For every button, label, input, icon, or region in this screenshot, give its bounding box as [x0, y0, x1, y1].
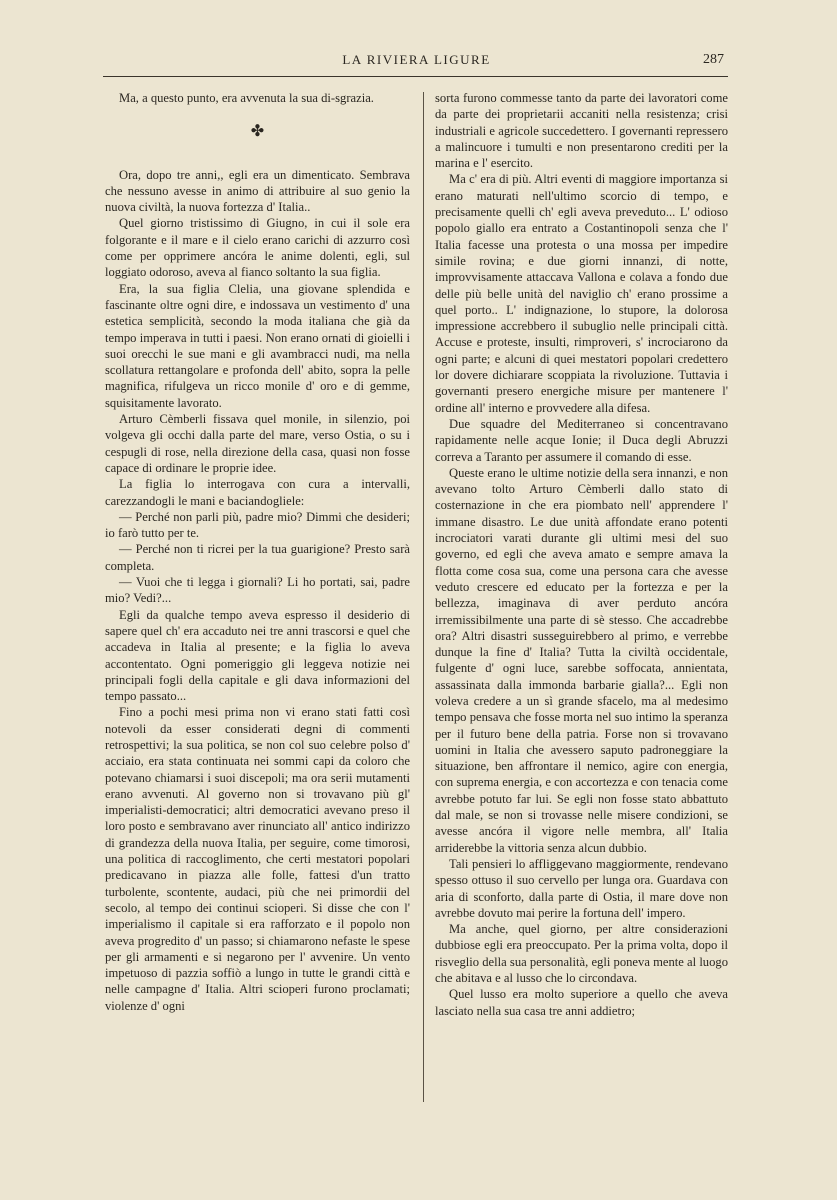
paragraph: Fino a pochi mesi prima non vi erano stati fatti così notevoli da esser considerati degni di commenti retrospettivi; la sua politica, se non col suo celebre polso d' acciaio, era stata continuata nei sommi capi da coloro che potevano chiamarsi i suoi discepoli; ma ora serii mutamenti erano avvenuti. Al governo non si trovavano più gl' imperialisti-democratici; altri democratici avevano preso il loro posto e sembravano aver rinunciato all' antico indirizzo di grandezza della nuova Italia, per seguire, come timorosi, una politica di raccoglimento, che certi mestatori popolari predicavano in piazza alle folle, fattesi d'un tratto turbolente, scontente, audaci, più che nei primordii del secolo, al tempo dei continui scioperi. Si disse che con l' imperialismo il capitale si era rafforzato e il popolo non aveva progredito d' un passo; si chiamarono nefaste le spese per gli armamenti e si negarono per l' avvenire. Un vento impetuoso di pazzia soffiò a lungo in tutte le grandi città e nelle campagne d' Italia. Altri scioperi furono proclamati; violenze d' ogni: [105, 705, 410, 1013]
paragraph: Egli da qualche tempo aveva espresso il desiderio di sapere quel ch' era accaduto nei tre anni trascorsi e quel che accadeva in Italia al presente; e la figlia lo aveva accontentato. Ogni pomeriggio gli leggeva notizie nei principali fogli della capitale e gli dava informazioni del tempo passato...: [105, 607, 410, 704]
fleuron-ornament-icon: ✤: [250, 123, 265, 141]
right-column: [435, 90, 728, 1019]
header-rule: [103, 76, 728, 77]
paragraph: Quel giorno tristissimo di Giugno, in cui il sole era folgorante e il mare e il cielo erano carichi di azzurro così come per opprimere ancóra le anime dolenti, egli, sul loggiato odoroso, aveva al fianco soltanto la sua figlia.: [105, 216, 410, 280]
paragraph: Quel lusso era molto superiore a quello che aveva lasciato nella sua casa tre anni addietro;: [435, 987, 728, 1018]
dialogue-line: — Vuoi che ti legga i giornali? Li ho portati, sai, padre mio? Vedi?...: [105, 575, 410, 606]
paragraph: Arturo Cèmberli fissava quel monile, in silenzio, poi volgeva gli occhi dalla parte del mare, verso Ostia, o su i cespugli di rose, nella direzione della casa, quasi non fosse capace di ordinare le proprie idee.: [105, 412, 410, 475]
paragraph: La figlia lo interrogava con cura a intervalli, carezzandogli le mani e baciandogliele:: [105, 477, 410, 508]
paragraph: Tali pensieri lo affliggevano maggiormente, rendevano spesso ottuso il suo cervello per lunga ora. Guardava con aria di sconforto, dalla parte di Ostia, il mare dove non avrebbe dovuto mai perire la fortuna dell' impero.: [435, 856, 728, 920]
left-column: [105, 90, 410, 1014]
dialogue-line: — Perché non ti ricrei per la tua guarigione? Presto sarà completa.: [105, 542, 410, 573]
page-number: 287: [703, 52, 724, 67]
continued-paragraph: sorta furono commesse tanto da parte dei lavoratori come da parte dei proprietarii accaniti nella resistenza; crisi industriali e agricole succedettero. I governanti repressero a malincuore i tumulti e non presentarono crediti per la marina e l' esercito.: [435, 91, 728, 171]
paragraph: Ora, dopo tre anni,, egli era un dimenticato. Sembrava che nessuno avesse in animo di attribuire al suo genio la nuova civiltà, la nuova fortezza d' Italia..: [105, 167, 410, 215]
dialogue-line: — Perché non parli più, padre mio? Dimmi che desideri; io farò tutto per te.: [105, 509, 410, 541]
paragraph: Queste erano le ultime notizie della sera innanzi, e non avevano tolto Arturo Cèmberli dallo stato di costernazione in che era piombato nell' apprendere l' immane disastro. Le due unità affondate erano potenti incrociatori varati durante gli ultimi mesi del suo governo, ed egli che aveva amato e sempre amava la flotta come cosa sua, come una persona cara che avesse veduto crescere ed educato per la fortezza e per la bellezza, imaginava di aver perduto ancóra irremissibilmente una parte di sè stesso. Che accadrebbe ora? Altri disastri susseguirebbero al primo, e verrebbe dunque la fine d' Italia? Tutta la civiltà occidentale, fulgente d' ogni luce, sarebbe soffocata, annientata, assassinata dalla immonda barbarie gialla?... Egli non voleva credere a un sì grande sfacelo, ma al medesimo tempo pensava che fosse morta nel suo intimo la speranza per il futuro bene della patria. Forse non si trovavano uomini in Italia che avessero saputo padroneggiare la situazione, ben affrontare il nemico, agire con energia, con suprema energia, e con accortezza e con tenacia come avrebbe potuto far lui. Se egli non fosse stato abbattuto dal male, se non si trovasse nelle misere condizioni, se avesse ancóra il vigore nelle membra, all' Italia arriderebbe la vittoria senza alcun dubbio.: [435, 465, 728, 855]
paragraph: Ma anche, quel giorno, per altre considerazioni dubbiose egli era preoccupato. Per la prima volta, dopo il risveglio della sua personalità, egli poneva mente al luogo che abitava e al lusso che lo circondava.: [435, 922, 728, 986]
paragraph: Era, la sua figlia Clelia, una giovane splendida e fascinante oltre ogni dire, e indossava un vestimento d' una estetica semplicità, secondo la moda italiana che già da tempo imperava in tutti i paesi. Non erano ornati di gioielli i suoi orecchi le sue mani e gli avambracci nudi, ma nella scollatura rettangolare e profonda dell' abito, sopra la pelle magnifica, rifulgeva un ricco monile d' oro e di gemme, squisitamente lavorato.: [105, 281, 410, 410]
paragraph: Ma c' era di più. Altri eventi di maggiore importanza si erano maturati nell'ultimo scorcio di tempo, e precisamente quelli ch' egli aveva preveduto... L' odioso popolo giallo era entrato a Costantinopoli senza che l' Italia facesse una protesta o una mossa per impedire simile rovina; e due giorni innanzi, di notte, improvvisamente attaccava Vallona e colava a fondo due delle più belle unità del naviglio ch' erano prossime a quel porto.. L' indignazione, lo stupore, la dolorosa impressione accrebbero il subuglio nelle principali città. Accuse e proteste, insulti, rimproveri, s' incrociarono da ogni parte; e alcuni di quei mestatori popolari credettero lor dovere dichiarare scoppiata la rivoluzione. Tuttavia i governanti presero energiche misure per mantenere l' ordine all' interno e provvedere alla difesa.: [435, 172, 728, 415]
paragraph: Due squadre del Mediterraneo si concentravano rapidamente nelle acque Ionie; il Duca degli Abruzzi correva a Taranto per assumere il comando di esse.: [435, 416, 728, 464]
column-divider: [423, 92, 424, 1102]
running-header: [103, 52, 730, 74]
journal-title: LA RIVIERA LIGURE: [342, 52, 491, 67]
left-opening-line: Ma, a questo punto, era avvenuta la sua di-sgrazia.: [119, 91, 374, 105]
